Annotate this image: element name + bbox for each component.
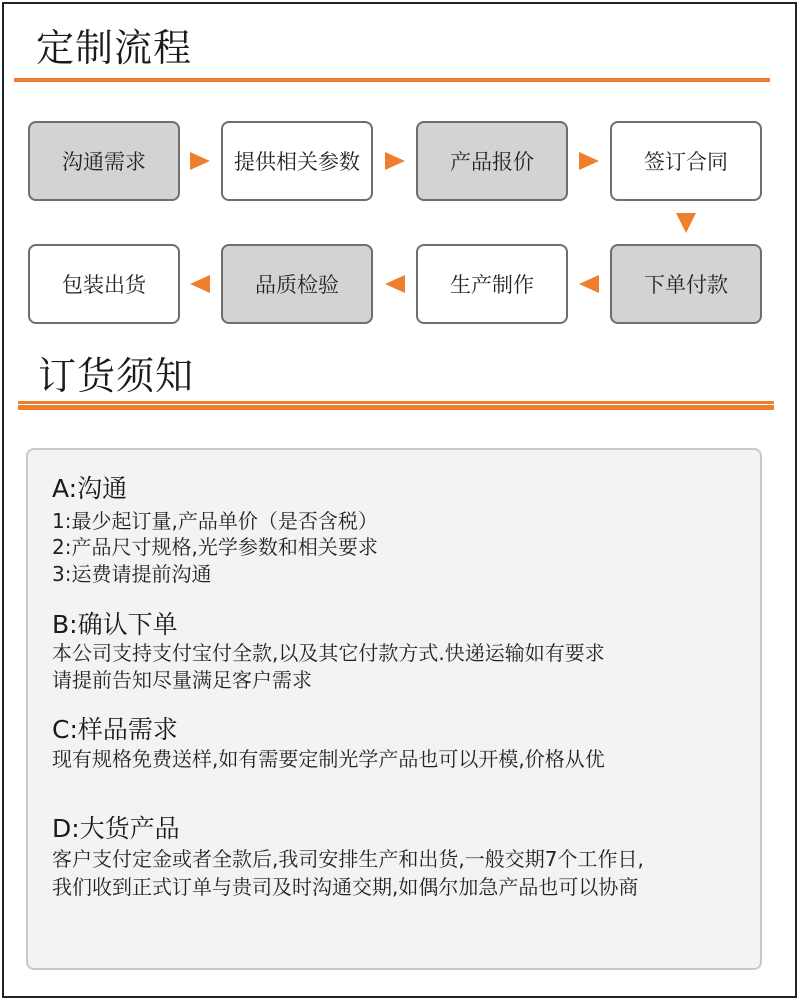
section-line: 3:运费请提前沟通 (52, 562, 212, 586)
step-communicate-needs: 沟通需求 (28, 121, 180, 201)
notice-title-rule (18, 401, 774, 404)
section-line: 现有规格免费送样,如有需要定制光学产品也可以开模,价格从优 (52, 747, 605, 771)
arrow-right-icon (579, 152, 599, 170)
section-line: 客户支付定金或者全款后,我司安排生产和出货,一般交期7个工作日, (52, 847, 644, 871)
step-quotation: 产品报价 (416, 121, 568, 201)
section-line: 2:产品尺寸规格,光学参数和相关要求 (52, 535, 378, 559)
step-production: 生产制作 (416, 244, 568, 324)
process-title-rule (14, 78, 770, 82)
notice-title: 订货须知 (38, 354, 195, 398)
arrow-down-icon (676, 213, 696, 233)
notice-panel (26, 448, 762, 970)
section-heading-samples: C:样品需求 (52, 715, 178, 744)
section-heading-communication: A:沟通 (52, 474, 128, 503)
section-line: 请提前告知尽量满足客户需求 (52, 668, 312, 692)
process-title: 定制流程 (36, 26, 193, 70)
step-sign-contract: 签订合同 (610, 121, 762, 201)
section-heading-confirm-order: B:确认下单 (52, 610, 178, 639)
step-quality-inspection: 品质检验 (221, 244, 373, 324)
step-packaging-shipping: 包装出货 (28, 244, 180, 324)
arrow-left-icon (190, 275, 210, 293)
arrow-left-icon (385, 275, 405, 293)
section-line: 本公司支持支付宝付全款,以及其它付款方式.快递运输如有要求 (52, 641, 605, 665)
section-heading-bulk-products: D:大货产品 (52, 814, 180, 843)
section-line: 1:最少起订量,产品单价（是否含税） (52, 509, 378, 533)
step-provide-parameters: 提供相关参数 (221, 121, 373, 201)
arrow-right-icon (385, 152, 405, 170)
notice-title-rule-secondary (18, 405, 774, 410)
arrow-left-icon (579, 275, 599, 293)
arrow-right-icon (190, 152, 210, 170)
section-line: 我们收到正式订单与贵司及时沟通交期,如偶尔加急产品也可以协商 (52, 875, 639, 899)
step-order-payment: 下单付款 (610, 244, 762, 324)
